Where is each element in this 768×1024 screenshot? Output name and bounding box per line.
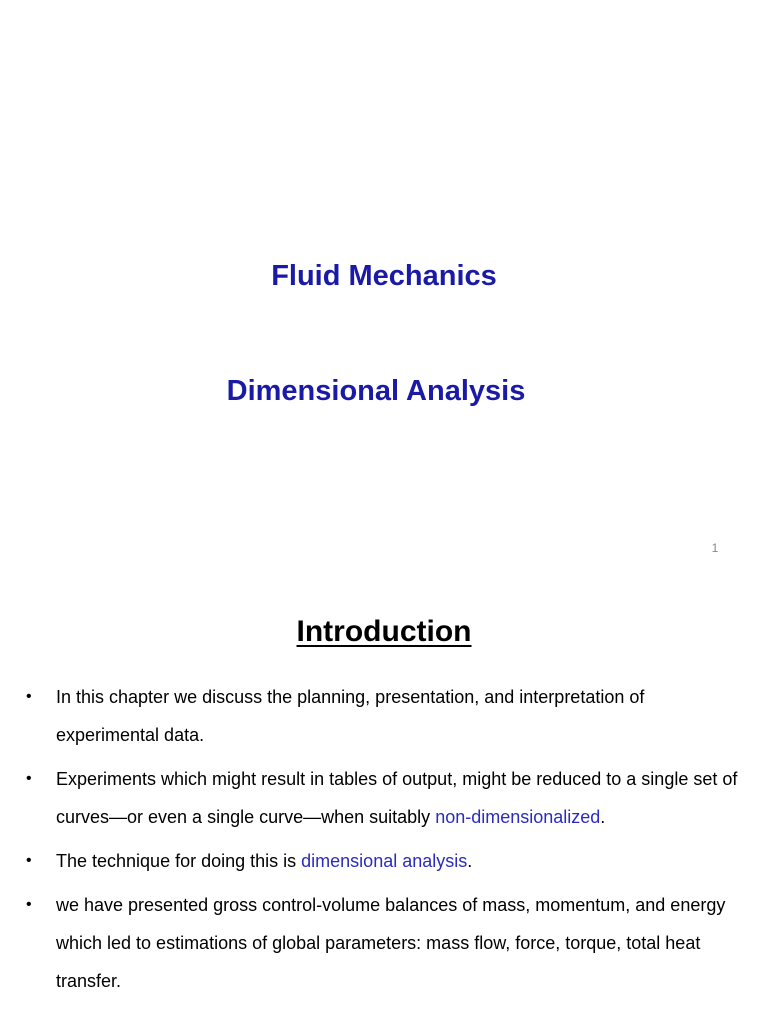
- slide-subtitle: Dimensional Analysis: [226, 375, 526, 407]
- introduction-slide: [0, 576, 768, 1024]
- bullet-list: [0, 678, 768, 1006]
- page-number: 1: [711, 541, 719, 555]
- bullet-icon: •: [26, 770, 32, 787]
- section-heading: [0, 612, 768, 652]
- bullet-text: The technique for doing this is: [56, 851, 302, 871]
- term-link-dimensional-analysis[interactable]: dimensional analysis: [301, 851, 468, 871]
- bullet-icon: •: [26, 688, 32, 705]
- bullet-item: [0, 678, 768, 754]
- bullet-icon: •: [26, 852, 32, 869]
- bullet-item: [0, 886, 768, 1000]
- bullet-text-end: .: [600, 807, 606, 827]
- bullet-item: [0, 760, 768, 836]
- bullet-text: In this chapter we discuss the planning, presentation, and interpretation of experimental data.: [56, 687, 645, 745]
- bullet-text: Experiments which might result in tables of output, might be reduced to a single set of curves—or even a single curve—when suitably: [56, 769, 738, 827]
- bullet-text: we have presented gross control-volume balances of mass, momentum, and energy which led to estimations of global parameters: mass flow, force, torque, total heat transfer.: [56, 895, 726, 991]
- bullet-text-end: .: [467, 851, 473, 871]
- slide-title: Fluid Mechanics: [271, 260, 497, 292]
- bullet-icon: •: [26, 896, 32, 913]
- bullet-item: [0, 842, 768, 880]
- term-link-non-dimensionalized[interactable]: non-dimensionalized: [435, 807, 601, 827]
- section-heading-text: Introduction: [296, 615, 472, 648]
